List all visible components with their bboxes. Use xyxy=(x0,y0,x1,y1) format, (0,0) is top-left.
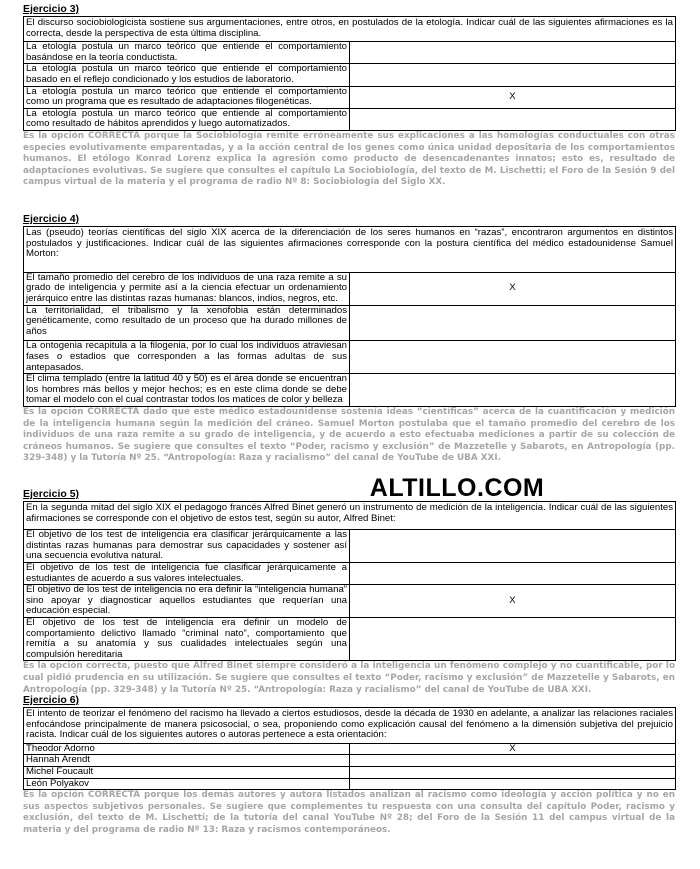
exercise-3 xyxy=(23,3,676,189)
option-row[interactable] xyxy=(24,42,676,64)
option-text: El objetivo de los test de inteligencia fue clasificar jerárquicamente a estudiantes de acuerdo a sus valores intelectuales. xyxy=(24,562,350,584)
option-text: El tamaño promedio del cerebro de los individuos de una raza remite a su grado de inteligencia y permite así a la ciencia efectuar un ordenamiento jerárquico entre las distintas razas humanas: blancos, indios, negros, etc. xyxy=(24,272,350,305)
answer-mark-cell[interactable]: X xyxy=(350,86,676,108)
question-text: El discurso sociobiologicista sostiene sus argumentaciones, entre otros, en postulados de la etología. Indicar cuál de las siguientes afirmaciones es la correcta, desde la perspectiva de esta última disciplina. xyxy=(24,17,676,42)
option-row[interactable] xyxy=(24,305,676,341)
exercise-6 xyxy=(23,694,676,837)
option-text: El objetivo de los test de inteligencia era clasificar jerárquicamente a las distintas razas humanas para demostrar sus capacidades y sostener así una secuencia evolutiva natural. xyxy=(24,530,350,563)
exercise-table xyxy=(23,226,676,407)
exercise-table xyxy=(23,707,676,790)
option-text: El objetivo de los test de inteligencia era definir un modelo de comportamiento delictivo llamado “criminal nato”, comportamiento que remitía a su anatomía y sus cualidades intelectuales según una compulsión hereditaria xyxy=(24,617,350,660)
altillo-watermark: ALTILLO.COM xyxy=(369,474,545,502)
option-row[interactable] xyxy=(24,778,676,790)
option-row[interactable] xyxy=(24,86,676,108)
exercise-5 xyxy=(23,488,676,696)
answer-mark-cell[interactable] xyxy=(350,305,676,341)
answer-mark-cell[interactable] xyxy=(350,755,676,767)
option-row[interactable] xyxy=(24,766,676,778)
option-row[interactable] xyxy=(24,617,676,660)
question-text: El intento de teorizar el fenómeno del racismo ha llevado a ciertos estudiosos, desde la década de 1930 en adelante, a analizar las relaciones raciales enfocándose principalmente de manera psicosocial, o sea, proponiendo como explicación causal del fenómeno a la dimensión subjetiva del prejuicio racista. Indicar cuál de los siguientes autores o autoras pertenece a esta orientación: xyxy=(24,708,676,744)
option-text: La ontogenia recapitula a la filogenia, por lo cual los individuos atraviesan fases o estadios que corresponden a las formas adultas de sus antepasados. xyxy=(24,341,350,374)
option-row[interactable] xyxy=(24,108,676,130)
question-text: En la segunda mitad del siglo XIX el pedagogo francés Alfred Binet generó un instrumento de medición de la inteligencia. Indicar cuál de las siguientes afirmaciones se corresponde con el objetivo de estos test, según su autor, Alfred Binet: xyxy=(24,502,676,530)
option-row[interactable] xyxy=(24,743,676,755)
option-row[interactable] xyxy=(24,64,676,86)
option-text: Theodor Adorno xyxy=(24,743,350,755)
exercise-title: Ejercicio 3) xyxy=(23,3,80,15)
option-text: El clima templado (entre la latitud 40 y 50) es el área donde se encuentran los hombres más bellos y mejor hechos; es en este clima donde se debe tomar el modelo con el cual contrastar todos los matices de color y belleza xyxy=(24,374,350,407)
answer-mark-cell[interactable] xyxy=(350,562,676,584)
exercise-table xyxy=(23,16,676,131)
option-text: La etología postula un marco teórico que entiende al comportamiento como resultado de hábitos aprendidos y luego automatizados. xyxy=(24,108,350,130)
option-row[interactable] xyxy=(24,585,676,618)
answer-mark-cell[interactable]: X xyxy=(350,272,676,305)
option-text: El objetivo de los test de inteligencia no era definir la “inteligencia humana” sino apoyar y diagnosticar aquellos estudiantes que requerían una educación especial. xyxy=(24,585,350,618)
option-text: Michel Foucault xyxy=(24,766,350,778)
option-text: León Polyakov xyxy=(24,778,350,790)
answer-mark-cell[interactable]: X xyxy=(350,585,676,618)
option-row[interactable] xyxy=(24,272,676,305)
answer-mark-cell[interactable] xyxy=(350,374,676,407)
answer-mark-cell[interactable] xyxy=(350,64,676,86)
option-row[interactable] xyxy=(24,755,676,767)
exercise-title: Ejercicio 6) xyxy=(23,694,80,706)
explanation-text: Es la opción CORRECTA dado que este médico estadounidense sostenía ideas “científicas” acerca de la cuantificación y medición de la inteligencia humana según la medición del cráneo. Samuel Morton postulaba que el tamaño promedio del cerebro de los individuos de una raza remite a su grado de inteligencia, y de acuerdo a esto efectuaba mediciones a partir de su colección de cráneos humanos. Se sugiere que consultes el texto “Poder, racismo y exclusión” de Mazzetelle y Sabarots, en Antropología (pp. 329-348) y la Tutoría Nº 25. “Antropología: Raza y racialismo” del canal de YouTube de UBA XXI. xyxy=(23,406,675,464)
answer-mark-cell[interactable] xyxy=(350,617,676,660)
explanation-text: Es la opción CORRECTA porque la Sociobiología remite erróneamente sus explicaciones a las homologías conductuales con otras especies evolutivamente emparentadas, y a la acción central de los genes como única unidad depositaria de los comportamientos humanos. El etólogo Konrad Lorenz explica la agresión como producto de desencadenantes innatos; esto es, resultado de adaptaciones evolutivas. Se sugiere que consultes el capítulo La Sociobiología, del texto de M. Lischetti; el Foro de la Sesión 9 del campus virtual de la materia y el programa de radio Nº 8: Sociobiología del Siglo XX. xyxy=(23,130,675,188)
answer-mark-cell[interactable] xyxy=(350,778,676,790)
explanation-text: Es la opción CORRECTA porque los demás autores y autora listados analizan al racismo como ideología y acción política y no en sus aspectos subjetivos personales. Se sugiere que complementes tu respuesta con una consulta del capítulo Poder, racismo y exclusión, del texto de M. Lischetti; de la tutoría del canal YouTube Nº 28; del Foro de la Sesión 11 del campus virtual de la materia y del programa de radio Nº 13: Raza y racismos contemporáneos. xyxy=(23,790,675,835)
exercise-title: Ejercicio 5) xyxy=(23,488,80,500)
option-text: La etología postula un marco teórico que entiende el comportamiento basándose en la teoría conductista. xyxy=(24,42,350,64)
answer-mark-cell[interactable] xyxy=(350,42,676,64)
option-row[interactable] xyxy=(24,374,676,407)
answer-mark-cell[interactable] xyxy=(350,530,676,563)
option-text: La territorialidad, el tribalismo y la xenofobia están determinados genéticamente, como resultado de un proceso que ha durado millones de años xyxy=(24,305,350,341)
answer-mark-cell[interactable] xyxy=(350,766,676,778)
option-row[interactable] xyxy=(24,562,676,584)
explanation-text: Es la opción correcta, puesto que Alfred Binet siempre consideró a la inteligencia un fenómeno complejo y no cuantificable, por lo cual pidió prudencia en su utilización. Se sugiere que consultes el texto “Poder, racismo y exclusión” de Mazzetelle y Sabarots, en Antropología (pp. 329-348) y la Tutoría Nº 25. “Antropología: Raza y racialismo” del canal de YouTube de UBA XXI. xyxy=(23,661,675,695)
question-text: Las (pseudo) teorías científicas del siglo XIX acerca de la diferenciación de los seres humanos en “razas”, encontraron argumentos en distintos postulados y justificaciones. Indicar cuál de las siguientes afirmaciones corresponde con la postura científica del médico estadounidense Samuel Morton: xyxy=(24,227,676,273)
exercise-table xyxy=(23,501,676,661)
option-text: Hannah Arendt xyxy=(24,755,350,767)
answer-mark-cell[interactable] xyxy=(350,108,676,130)
answer-mark-cell[interactable]: X xyxy=(350,743,676,755)
option-text: La etología postula un marco teórico que entiende el comportamiento como un programa que es resultado de adaptaciones filogenéticas. xyxy=(24,86,350,108)
answer-mark-cell[interactable] xyxy=(350,341,676,374)
option-text: La etología postula un marco teórico que entiende el comportamiento basado en el reflejo condicionado y los estudios de laboratorio. xyxy=(24,64,350,86)
option-row[interactable] xyxy=(24,530,676,563)
exercise-title: Ejercicio 4) xyxy=(23,213,80,225)
exercise-4 xyxy=(23,213,676,465)
option-row[interactable] xyxy=(24,341,676,374)
